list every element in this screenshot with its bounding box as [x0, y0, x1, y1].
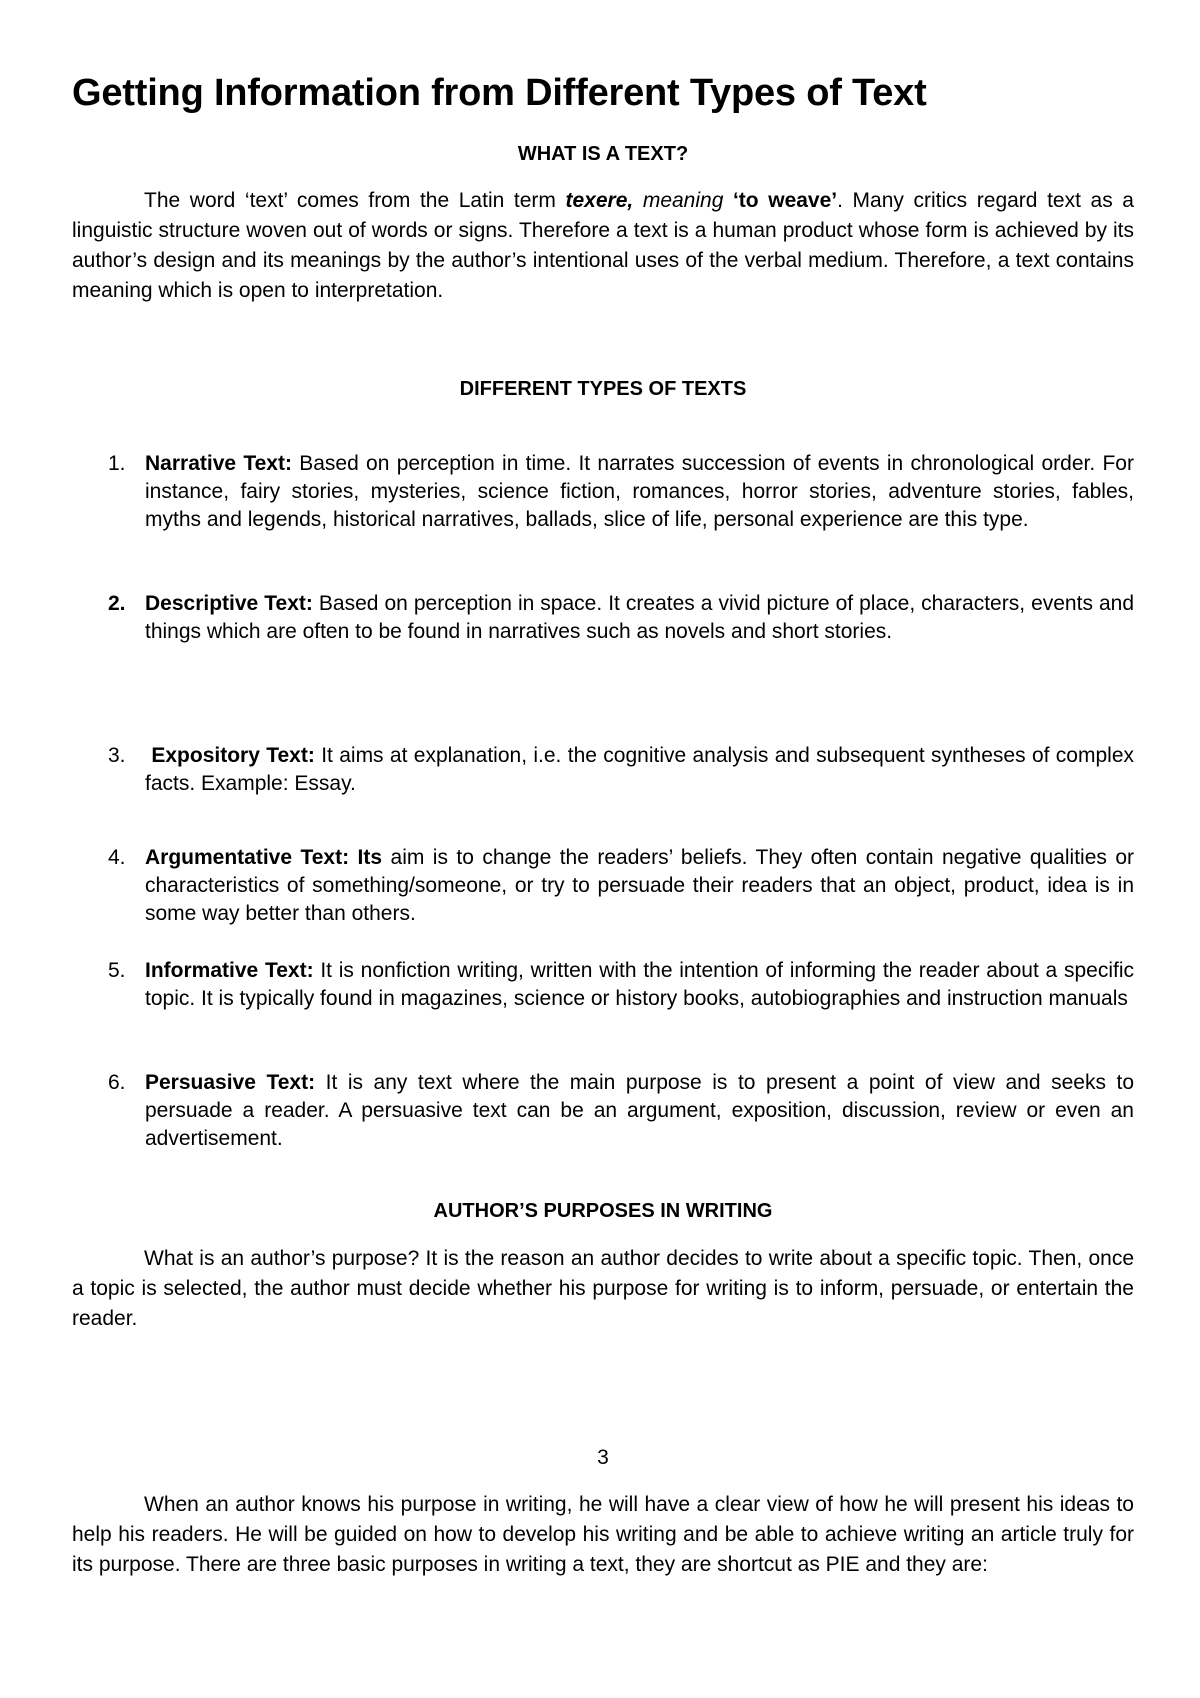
list-item-label: Expository Text: — [145, 744, 315, 767]
section-heading-authors-purposes: AUTHOR’S PURPOSES IN WRITING — [433, 1200, 773, 1222]
list-item-label: Narrative Text: — [145, 452, 292, 475]
list-item-body — [145, 844, 1134, 928]
list-item-text: Based on perception in space. It creates a vivid picture of place, characters, events and things which are often to be found in narratives such as novels and short stories. — [145, 592, 1135, 643]
list-item-body — [145, 742, 1140, 798]
list-number: 5. — [108, 959, 126, 982]
term-to-weave: ‘to weave’ — [723, 189, 838, 212]
list-item-body — [145, 450, 1134, 534]
list-item-label: Descriptive Text: — [145, 592, 313, 615]
text-fragment-meaning: meaning — [633, 189, 724, 212]
list-number: 4. — [108, 846, 126, 869]
list-item-label: Persuasive Text: — [145, 1071, 316, 1094]
term-texere: texere, — [565, 189, 634, 212]
list-item-text: It aims at explanation, i.e. the cognitive analysis and subsequent syntheses of complex facts. Example: Essay. — [145, 744, 1140, 795]
list-number: 2. — [108, 592, 126, 615]
page-title: Getting Information from Different Types of Text — [72, 72, 927, 114]
section-heading-types-of-texts: DIFFERENT TYPES OF TEXTS — [459, 378, 747, 400]
paragraph-text-definition — [72, 186, 1134, 306]
text-fragment: The word ‘text’ comes from the Latin term — [144, 189, 566, 212]
list-item-label: Informative Text: — [145, 959, 314, 982]
page-number: 3 — [597, 1446, 609, 1469]
list-item-text: It is nonfiction writing, written with the intention of informing the reader about a specific topic. It is typically found in magazines, science or history books, autobiographies and instruction manuals — [145, 959, 1134, 1010]
list-item-text: aim is to change the readers’ beliefs. They often contain negative qualities or characteristics of something/someone, or try to persuade their readers that an object, product, idea is in some way better than others. — [145, 846, 1134, 925]
list-item-body — [145, 1069, 1134, 1153]
list-number: 1. — [108, 452, 126, 475]
list-number: 6. — [108, 1071, 126, 1094]
text-fragment: . Many critics regard text as a linguistic structure woven out of words or signs. Therefore a text is a human product whose form is achieved by its author’s design and its meanings by the author’s intentional uses of the verbal medium. Therefore, a text contains meaning which is open to interpretation. — [72, 189, 1134, 302]
list-item-text: Based on perception in time. It narrates succession of events in chronological order. For instance, fairy stories, mysteries, science fiction, romances, horror stories, adventure stories, fables, myths and legends, historical narratives, ballads, slice of life, personal experience are this type. — [145, 452, 1134, 531]
list-item-body — [145, 590, 1134, 646]
list-number: 3. — [108, 744, 126, 767]
list-item-label: Argumentative Text: Its — [145, 846, 383, 869]
section-heading-what-is-text: WHAT IS A TEXT? — [517, 143, 689, 165]
paragraph-authors-purpose: What is an author’s purpose? It is the reason an author decides to write about a specific topic. Then, once a topic is selected, the author must decide whether his purpose for writing is to inform, persuade, or entertain the reader. — [72, 1247, 1134, 1330]
paragraph-pie-purposes: When an author knows his purpose in writing, he will have a clear view of how he will present his ideas to help his readers. He will be guided on how to develop his writing and be able to achieve writing an article truly for its purpose. There are three basic purposes in writing a text, they are shortcut as PIE and they are: — [72, 1493, 1134, 1576]
list-item-text: It is any text where the main purpose is to present a point of view and seeks to persuade a reader. A persuasive text can be an argument, exposition, discussion, review or even an advertisement. — [145, 1071, 1134, 1150]
list-item-body — [145, 957, 1134, 1013]
